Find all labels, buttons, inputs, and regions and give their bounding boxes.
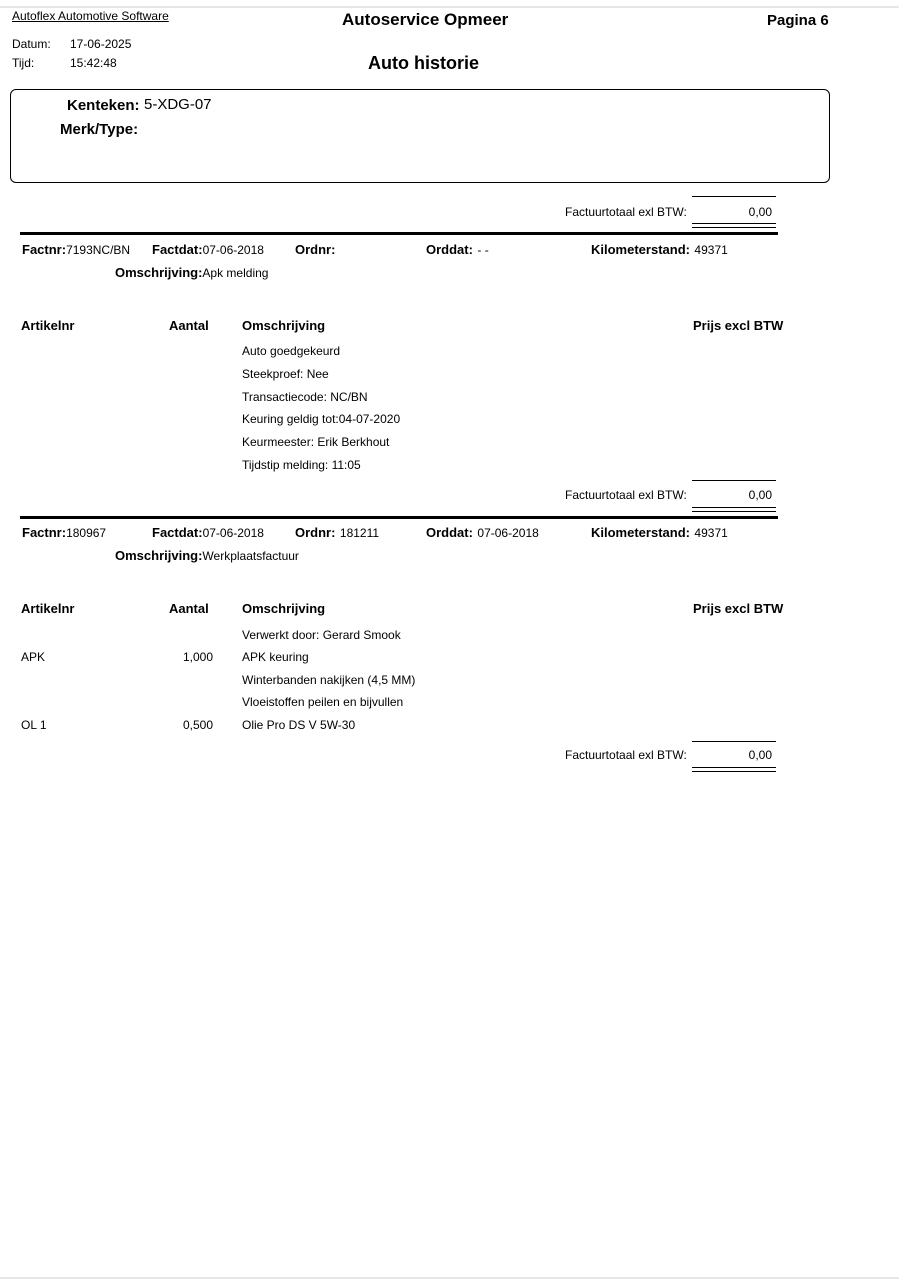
time-value: 15:42:48 (70, 56, 117, 70)
col-prijs: Prijs excl BTW (693, 601, 784, 616)
col-artikelnr: Artikelnr (21, 318, 75, 333)
total-value: 0,00 (748, 205, 772, 219)
type-label: Merk/Type: (60, 121, 139, 138)
plate-label: Kenteken: (67, 97, 140, 114)
line-aantal: 0,500 (182, 718, 213, 732)
total-label: Factuurtotaal exl BTW: (565, 205, 687, 219)
total-value: 0,00 (748, 488, 772, 502)
total-value: 0,00 (748, 748, 772, 762)
col-omschrijving: Omschrijving (242, 601, 326, 616)
date-value: 17-06-2025 (70, 37, 132, 51)
invoice-omschrijving: Omschrijving:Werkplaatsfactuur (115, 548, 299, 563)
total-double-rule (692, 771, 776, 772)
line-description: APK keuring (242, 650, 309, 664)
total-rule (692, 480, 776, 481)
total-rule (692, 196, 776, 197)
invoice-rule (20, 232, 778, 235)
line-description: Winterbanden nakijken (4,5 MM) (242, 673, 416, 687)
line-description: Olie Pro DS V 5W-30 (242, 718, 356, 732)
plate-value: 5-XDG-07 (144, 96, 212, 113)
report-title: Auto historie (368, 53, 479, 73)
invoice-km: Kilometerstand: 49371 (591, 525, 728, 540)
invoice-factdat: Factdat:07-06-2018 (152, 242, 264, 257)
invoice-ordnr: Ordnr: (295, 242, 336, 257)
time-label: Tijd: (12, 56, 35, 70)
software-name: Autoflex Automotive Software (12, 9, 169, 23)
date-label: Datum: (12, 37, 51, 51)
line-description: Tijdstip melding: 11:05 (242, 458, 361, 472)
invoice-orddat: Orddat: - - (426, 242, 489, 257)
page-number: Pagina 6 (767, 12, 829, 29)
top-rule (0, 6, 899, 8)
invoice-rule (20, 516, 778, 519)
invoice-km: Kilometerstand: 49371 (591, 242, 728, 257)
invoice-factnr: Factnr:7193NC/BN (22, 242, 131, 257)
col-artikelnr: Artikelnr (21, 601, 75, 616)
col-prijs: Prijs excl BTW (693, 318, 784, 333)
invoice-omschrijving: Omschrijving:Apk melding (115, 265, 269, 280)
total-double-rule (692, 223, 776, 224)
invoice-ordnr: Ordnr: 181211 (295, 525, 380, 540)
total-double-rule (692, 227, 776, 228)
total-double-rule (692, 507, 776, 508)
total-label: Factuurtotaal exl BTW: (565, 488, 687, 502)
total-double-rule (692, 767, 776, 768)
line-description: Keuring geldig tot:04-07-2020 (242, 412, 401, 426)
total-label: Factuurtotaal exl BTW: (565, 748, 687, 762)
invoice-factnr: Factnr:180967 (22, 525, 107, 540)
line-description: Steekproef: Nee (242, 367, 329, 381)
total-rule (692, 741, 776, 742)
line-aantal: 1,000 (182, 650, 213, 664)
line-description: Verwerkt door: Gerard Smook (242, 628, 401, 642)
invoice-orddat: Orddat: 07-06-2018 (426, 525, 539, 540)
line-artikelnr: APK (21, 650, 46, 664)
col-aantal: Aantal (169, 601, 209, 616)
line-description: Vloeistoffen peilen en bijvullen (242, 695, 404, 709)
line-description: Keurmeester: Erik Berkhout (242, 435, 390, 449)
col-aantal: Aantal (169, 318, 209, 333)
line-description: Transactiecode: NC/BN (242, 390, 368, 404)
bottom-rule (0, 1277, 899, 1279)
line-artikelnr: OL 1 (21, 718, 47, 732)
line-description: Auto goedgekeurd (242, 344, 341, 358)
invoice-factdat: Factdat:07-06-2018 (152, 525, 264, 540)
total-double-rule (692, 511, 776, 512)
col-omschrijving: Omschrijving (242, 318, 326, 333)
company-name: Autoservice Opmeer (342, 10, 509, 29)
